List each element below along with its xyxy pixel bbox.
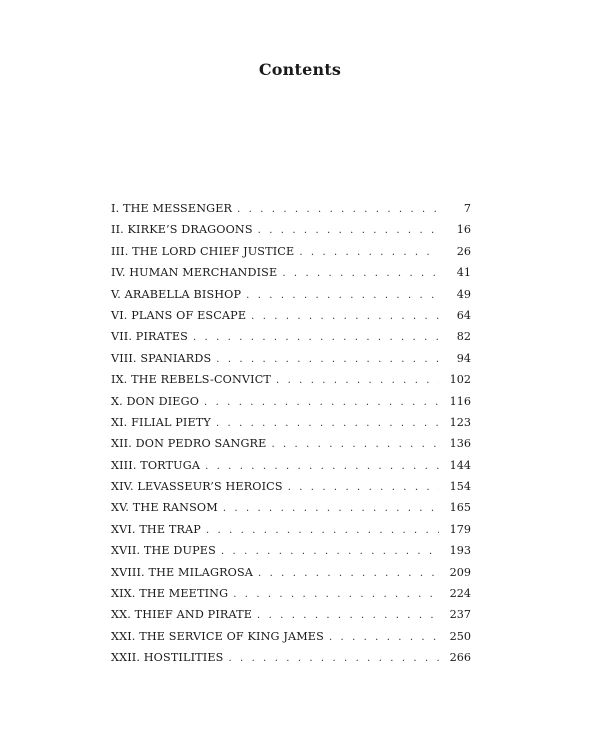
toc-entry-page-number: 41 — [456, 266, 471, 280]
toc-entry-page-number: 165 — [449, 501, 471, 515]
toc-entry-page-number: 123 — [449, 415, 471, 429]
dot-leader — [276, 370, 439, 391]
toc-entry[interactable] — [111, 241, 471, 262]
toc-entry[interactable] — [111, 326, 471, 347]
dot-leader — [216, 413, 439, 434]
page-title: Contents — [258, 60, 342, 79]
table-of-contents — [111, 198, 471, 669]
toc-entry[interactable] — [111, 284, 471, 305]
toc-entry-page-number: 49 — [456, 287, 471, 301]
toc-entry-page-number: 224 — [449, 587, 471, 601]
dot-leader — [193, 327, 439, 348]
toc-entry-page-number: 237 — [449, 608, 471, 622]
dot-leader — [288, 477, 439, 498]
dot-leader — [205, 456, 439, 477]
toc-entry[interactable] — [111, 433, 471, 454]
toc-entry[interactable] — [111, 305, 471, 326]
toc-entry[interactable] — [111, 647, 471, 668]
dot-leader — [282, 263, 439, 284]
toc-entry[interactable] — [111, 348, 471, 369]
toc-entry-page-number: 136 — [449, 437, 471, 451]
toc-entry-title: VII. PIRATES — [111, 330, 188, 344]
toc-entry-title: XIV. LEVASSEUR’S HEROICS — [111, 480, 283, 494]
toc-entry[interactable] — [111, 540, 471, 561]
toc-entry-page-number: 266 — [449, 651, 471, 665]
toc-entry-title: V. ARABELLA BISHOP — [111, 287, 242, 301]
toc-entry[interactable] — [111, 412, 471, 433]
toc-entry-title: XI. FILIAL PIETY — [111, 415, 211, 429]
toc-entry[interactable] — [111, 198, 471, 219]
toc-entry-page-number: 209 — [449, 565, 471, 579]
toc-entry-title: IX. THE REBELS-CONVICT — [111, 373, 272, 387]
dot-leader — [329, 627, 439, 648]
toc-entry[interactable] — [111, 604, 471, 625]
dot-leader — [246, 285, 439, 306]
toc-entry-page-number: 154 — [449, 480, 471, 494]
dot-leader — [258, 220, 439, 241]
toc-entry-page-number: 144 — [449, 458, 471, 472]
toc-entry-title: II. KIRKE’S DRAGOONS — [111, 223, 253, 237]
toc-entry-title: III. THE LORD CHIEF JUSTICE — [111, 244, 295, 258]
dot-leader — [206, 520, 439, 541]
toc-entry[interactable] — [111, 476, 471, 497]
toc-entry[interactable] — [111, 562, 471, 583]
toc-entry[interactable] — [111, 219, 471, 240]
toc-entry-title: XIII. TORTUGA — [111, 458, 201, 472]
toc-entry[interactable] — [111, 583, 471, 604]
toc-entry-title: XVII. THE DUPES — [111, 544, 216, 558]
toc-entry-title: XV. THE RANSOM — [111, 501, 218, 515]
toc-entry-page-number: 179 — [449, 522, 471, 536]
toc-entry-page-number: 102 — [449, 373, 471, 387]
toc-entry[interactable] — [111, 626, 471, 647]
toc-entry-title: XVI. THE TRAP — [111, 522, 201, 536]
toc-entry[interactable] — [111, 391, 471, 412]
toc-entry-title: VI. PLANS OF ESCAPE — [111, 308, 247, 322]
dot-leader — [223, 498, 439, 519]
dot-leader — [228, 648, 439, 669]
toc-entry-page-number: 82 — [456, 330, 471, 344]
toc-entry-page-number: 250 — [449, 629, 471, 643]
toc-entry-title: IV. HUMAN MERCHANDISE — [111, 266, 278, 280]
toc-entry-title: XX. THIEF AND PIRATE — [111, 608, 253, 622]
toc-entry-page-number: 94 — [456, 351, 471, 365]
toc-entry-title: I. THE MESSENGER — [111, 202, 233, 215]
toc-entry-title: XXII. HOSTILITIES — [111, 651, 224, 665]
toc-entry-title: XIX. THE MEETING — [111, 587, 229, 601]
toc-entry-page-number: 64 — [456, 308, 471, 322]
toc-entry[interactable] — [111, 519, 471, 540]
toc-entry-page-number: 26 — [456, 244, 471, 258]
toc-entry[interactable] — [111, 455, 471, 476]
toc-entry-title: XII. DON PEDRO SANGRE — [111, 437, 267, 451]
toc-entry-title: X. DON DIEGO — [111, 394, 200, 408]
toc-entry[interactable] — [111, 369, 471, 390]
dot-leader — [221, 541, 439, 562]
toc-entry-page-number: 7 — [463, 202, 471, 215]
toc-entry-title: VIII. SPANIARDS — [111, 351, 212, 365]
toc-entry-title: XVIII. THE MILAGROSA — [111, 565, 254, 579]
toc-entry-page-number: 193 — [449, 544, 471, 558]
toc-entry-page-number: 116 — [449, 394, 471, 408]
dot-leader — [271, 434, 439, 455]
toc-entry[interactable] — [111, 497, 471, 518]
toc-entry-page-number: 16 — [456, 223, 471, 237]
dot-leader — [204, 392, 439, 413]
dot-leader — [216, 349, 439, 370]
dot-leader — [237, 199, 439, 220]
dot-leader — [233, 584, 439, 605]
toc-entry-title: XXI. THE SERVICE OF KING JAMES — [111, 629, 324, 643]
dot-leader — [257, 605, 439, 626]
toc-entry[interactable] — [111, 262, 471, 283]
dot-leader — [251, 306, 439, 327]
dot-leader — [258, 563, 439, 584]
dot-leader — [299, 242, 439, 263]
